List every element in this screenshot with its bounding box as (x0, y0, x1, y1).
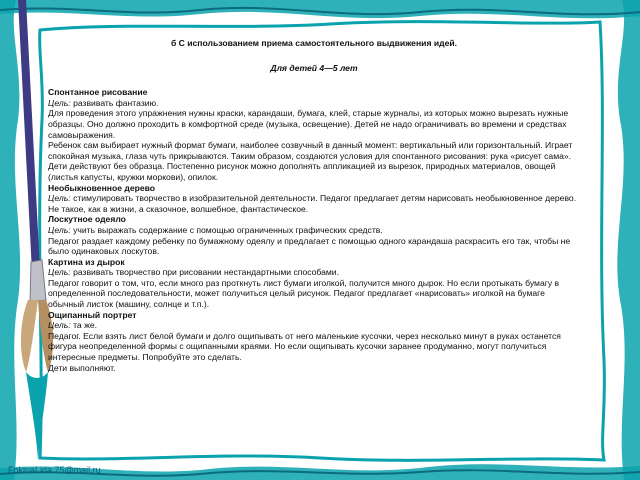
section-goal: Цель: развивать фантазию. (48, 97, 159, 108)
section-body: Для проведения этого упражнения нужны краски, карандаши, бумага, клей, старые журналы, из которых можно вырезать нужные образцы. Оно должно проходить в комфортной среде (музыка, освещение). Детей не надо ограничивать во времени и средствах самовыражения. (48, 108, 569, 140)
section-heading: Ощипанный портрет (48, 309, 137, 320)
frame-left-wave (0, 0, 20, 480)
section-body: Педагог. Если взять лист белой бумаги и долго ощипывать от него маленькие кусочки, через несколько минут в руках останется фигура неопределенной формы с ощипанными краями. Но если ощипывать кусочки заранее продуманно, могут получиться интересные предметы. Попробуйте это сделать. (48, 330, 561, 363)
section-picture-of-holes (48, 257, 580, 310)
frame-right-wave (617, 0, 640, 480)
section-body: Ребенок сам выбирает нужный формат бумаги, наиболее созвучный в данный момент: вертикальный или горизонтальный. Играет спокойная музыка, глаза чуть прикрываются. Таким образом, создаются условия для спонтанного рисования: рука «рисует сама». Дети действуют без образца. Постепенно рисунок можно дополнять аппликацией из вырезок, природных материалов, овощей (листья капусты, кружки моркови), опилок. (48, 140, 573, 182)
section-body: Педагог говорит о том, что, если много раз проткнуть лист бумаги иголкой, получится много дырок. Но если протыкать бумагу в определенной последовательности, может получиться целый рисунок. Педагог предлагает «нарисовать» иголкой на бумаге обычный листок (машину, солнце и т.п.). (48, 277, 560, 310)
section-plucked-portrait (48, 310, 580, 374)
section-goal: Цель: та же. (48, 320, 98, 331)
section-goal: Цель: стимулировать творчество в изобразительной деятельности. Педагог предлагает детям нарисовать необыкновенное дерево. Не такое, как в жизни, а сказочное, волшебное, фантастическое. (48, 193, 577, 214)
section-heading: Спонтанное рисование (48, 87, 148, 98)
document-title: б С использованием приема самостоятельного выдвижения идей. (170, 38, 458, 48)
section-spontaneous (48, 87, 580, 182)
section-goal: Цель: развивать творчество при рисовании нестандартными способами. (48, 267, 339, 278)
frame-top-wave (0, 0, 640, 18)
document-body (48, 38, 580, 373)
section-heading: Картина из дырок (48, 256, 125, 267)
section-unusual-tree (48, 183, 580, 215)
section-heading: Необыкновенное дерево (48, 182, 156, 193)
section-body: Дети выполняют. (48, 362, 116, 373)
section-goal: Цель: учить выражать содержание с помощью ограниченных графических средств. (48, 224, 383, 235)
author-watermark: FokinaLida.75@mail.ru (8, 465, 101, 475)
section-heading: Лоскутное одеяло (48, 214, 126, 225)
section-patchwork-quilt (48, 214, 580, 256)
age-subtitle: Для детей 4—5 лет (270, 62, 358, 73)
section-body: Педагог раздает каждому ребенку по бумажному одеялу и предлагает с помощью одного карандаша раскрасить его так, чтобы не было одинаковых лоскутов. (48, 235, 571, 257)
